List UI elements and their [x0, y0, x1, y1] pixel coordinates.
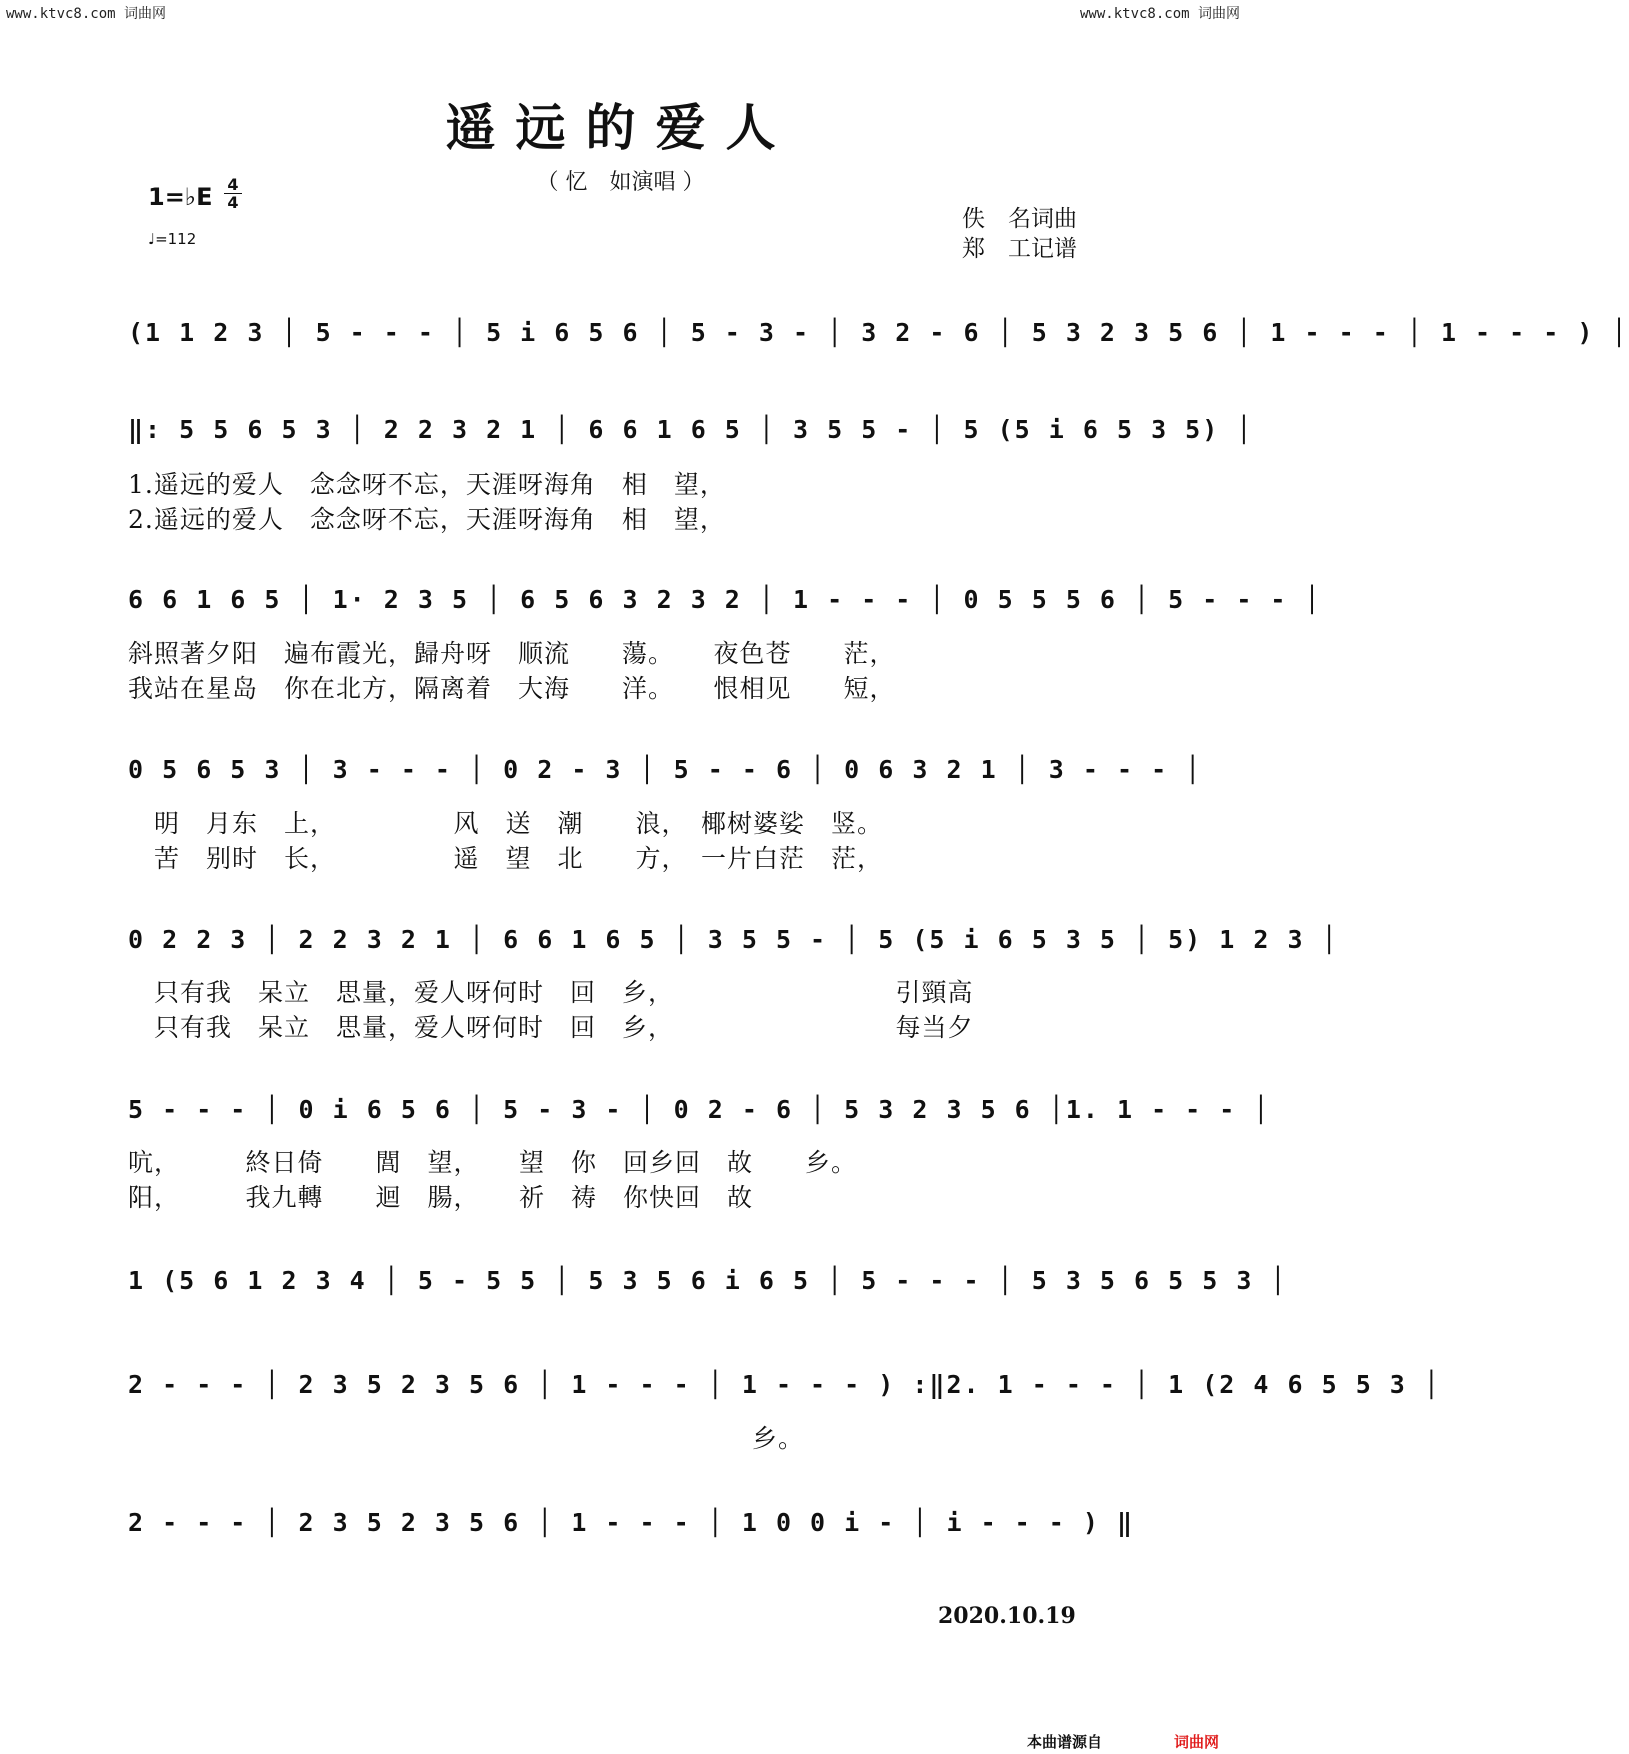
- lyric-line-5-verse-2: 只有我 呆立 思量，爱人呀何时 回 乡， 每当夕: [128, 1013, 974, 1042]
- notation-line-3: 6 6 1 6 5 │ 1· 2 3 5 │ 6 5 6 3 2 3 2 │ 1 - - - │ 0 5 5 5 6 │ 5 - - - │: [128, 585, 1322, 614]
- notation-line-9: 2 - - - │ 2 3 5 2 3 5 6 │ 1 - - - │ 1 0 0 i - │ i - - - ) ‖: [128, 1508, 1135, 1537]
- lyric-line-3-verse-1: 斜照著夕阳 遍布霞光，歸舟呀 顺流 蕩。 夜色苍 茫，: [128, 639, 896, 668]
- lyric-line-4-verse-2: 苦 别时 长， 遥 望 北 方， 一片白茫 茫，: [128, 844, 884, 873]
- notation-line-1: (1 1 2 3 │ 5 - - - │ 5 i 6 5 6 │ 5 - 3 - │ 3 2 - 6 │ 5 3 2 3 5 6 │ 1 - - - │ 1 - - - ) │: [128, 318, 1629, 347]
- notation-line-2: ‖: 5 5 6 5 3 │ 2 2 3 2 1 │ 6 6 1 6 5 │ 3 5 5 - │ 5 (5 i 6 5 3 5) │: [128, 415, 1254, 444]
- time-signature: [224, 176, 242, 211]
- transcription-date: 2020.10.19: [938, 1603, 1076, 1629]
- notation-line-4: 0 5 6 5 3 │ 3 - - - │ 0 2 - 3 │ 5 - - 6 │ 0 6 3 2 1 │ 3 - - - │: [128, 755, 1203, 784]
- performer-subtitle: （ 忆 如演唱 ）: [536, 170, 705, 195]
- lyric-line-3-verse-2: 我站在星岛 你在北方，隔离着 大海 洋。 恨相见 短，: [128, 674, 896, 703]
- lyric-line-2-verse-1: 1.遥远的爱人 念念呀不忘，天涯呀海角 相 望，: [128, 470, 726, 499]
- key-signature: 1=♭E: [148, 183, 213, 211]
- song-title: 遥远的爱人: [445, 98, 796, 157]
- time-signature-top: 4: [227, 175, 239, 194]
- lyric-line-8-verse-1: 乡。: [128, 1424, 805, 1453]
- transcriber-credit: 郑 工记谱: [962, 236, 1077, 262]
- notation-line-6: 5 - - - │ 0 i 6 5 6 │ 5 - 3 - │ 0 2 - 6 │ 5 3 2 3 5 6 │1. 1 - - - │: [128, 1095, 1271, 1124]
- lyric-line-4-verse-1: 明 月东 上， 风 送 潮 浪， 椰树婆娑 竖。: [128, 809, 884, 838]
- lyric-line-6-verse-2: 阳， 我九轉 迴 腸， 祈 祷 你快回 故: [128, 1183, 754, 1212]
- header-site-right: www.ktvc8.com 词曲网: [1080, 6, 1241, 22]
- lyric-line-2-verse-2: 2.遥远的爱人 念念呀不忘，天涯呀海角 相 望，: [128, 505, 726, 534]
- notation-line-7: 1 (5 6 1 2 3 4 │ 5 - 5 5 │ 5 3 5 6 i 6 5 │ 5 - - - │ 5 3 5 6 5 5 3 │: [128, 1266, 1288, 1295]
- lyric-line-6-verse-1: 吭， 終日倚 閭 望， 望 你 回乡回 故 乡。: [128, 1148, 858, 1177]
- notation-line-8: 2 - - - │ 2 3 5 2 3 5 6 │ 1 - - - │ 1 - - - ) :‖2. 1 - - - │ 1 (2 4 6 5 5 3 │: [128, 1370, 1441, 1399]
- lyric-line-5-verse-1: 只有我 呆立 思量，爱人呀何时 回 乡， 引頸高: [128, 978, 974, 1007]
- notation-line-5: 0 2 2 3 │ 2 2 3 2 1 │ 6 6 1 6 5 │ 3 5 5 - │ 5 (5 i 6 5 3 5 │ 5) 1 2 3 │: [128, 925, 1339, 954]
- tempo-mark: ♩=112: [148, 230, 197, 248]
- footer-source: 本曲谱源自: [1027, 1733, 1103, 1751]
- header-site-left: www.ktvc8.com 词曲网: [6, 6, 167, 22]
- time-signature-bottom: 4: [224, 193, 242, 211]
- lyrics-music-credit: 佚 名词曲: [962, 206, 1077, 232]
- footer-logo[interactable]: 词曲网: [1174, 1733, 1220, 1751]
